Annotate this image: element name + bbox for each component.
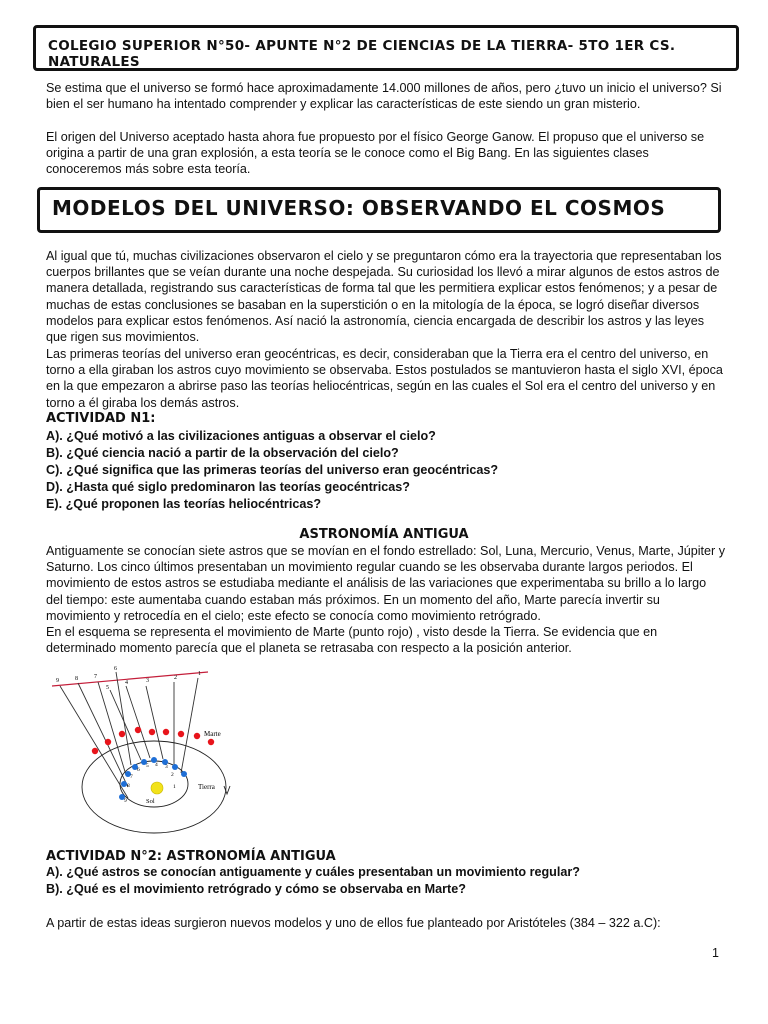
section-banner	[37, 187, 721, 233]
page-number: 1	[712, 946, 719, 960]
activity1-question-d: D). ¿Hasta qué siglo predominaron las teorías geocéntricas?	[46, 480, 410, 494]
activity1-question-b: B). ¿Qué ciencia nació a partir de la observación del cielo?	[46, 446, 399, 460]
activity2-question-a: A). ¿Qué astros se conocían antiguamente y cuáles presentaban un movimiento regular?	[46, 865, 580, 879]
models-paragraph-1: Al igual que tú, muchas civilizaciones observaron el cielo y se preguntaron cómo era la trayectoria que representaban los cuerpos brillantes que se veían durante una noche despejada. Su curiosidad los llevó a mirar algunos de estos astros de manera detallada, registrando sus características de forma tal que les permitiera explicar estos fenómenos; y a pesar de muchas de estas conclusiones se basaban en la superstición o en la mitología de la época, se logró diseñar diversos modelos para explicar estos fenómenos. Así nació la astronomía, ciencia encargada de describir los astros y las leyes que rigen sus movimientos.	[46, 249, 722, 345]
mars-retrograde-diagram	[48, 662, 248, 837]
activity1-question-e: E). ¿Qué proponen las teorías heliocéntricas?	[46, 497, 322, 511]
sky-number: 5	[106, 685, 109, 691]
header-banner	[33, 25, 739, 71]
activity1-question-a: A). ¿Qué motivó a las civilizaciones antiguas a observar el cielo?	[46, 429, 436, 443]
sky-number: 9	[56, 678, 59, 684]
ancient-paragraph-2: En el esquema se representa el movimiento de Marte (punto rojo) , visto desde la Tierra. Se evidencia que en determinado momento parecía que el planeta se retrasaba con respecto a la posición anterior.	[46, 625, 658, 656]
earth-label: Tierra	[198, 783, 215, 791]
sky-number: 2	[174, 675, 177, 681]
sky-number: 7	[94, 674, 97, 680]
earth-number: 1	[173, 784, 176, 790]
earth-number: 9	[124, 798, 127, 804]
earth-number: 4	[155, 762, 158, 768]
intro-paragraph-1: Se estima que el universo se formó hace aproximadamente 14.000 millones de años, pero ¿tuvo un inicio el universo? Si bien el ser humano ha intentado comprender y explicar las características de este siendo un gran misterio.	[46, 81, 722, 112]
earth-number: 6	[137, 767, 140, 773]
mars-label: Marte	[204, 730, 221, 738]
sky-number: 8	[75, 676, 78, 682]
earth-number: 8	[127, 783, 130, 789]
sky-number: 1	[198, 671, 201, 677]
earth-number: 2	[171, 772, 174, 778]
ancient-paragraph-1: Antiguamente se conocían siete astros que se movían en el fondo estrellado: Sol, Luna, Mercurio, Venus, Marte, Júpiter y Saturno. Los cinco últimos presentaban un movimiento regular cuando se les observaba durante largos periodos. El movimiento de estos astros se estudiaba mediante el análisis de las variaciones que experimentaba su brillo a lo largo del tiempo: este aumentaba cuando estaban más próximos. En un momento del año, Marte parecía invertir su movimiento y retrocedía en el cielo; este efecto se conocía como movimiento retrógrado.	[46, 544, 726, 623]
models-paragraph-2: Las primeras teorías del universo eran geocéntricas, es decir, consideraban que la Tierra era el centro del universo, en torno a ella giraban los astros cuyo movimiento se observaba. Estos postulados se mantuvieron hasta el siglo XVI, época en la que empezaron a abrirse paso las teorías heliocéntricas, según en las cuales el Sol era el centro del universo y en torno a él giraba los demás astros.	[46, 347, 723, 410]
section-title: MODELOS DEL UNIVERSO: OBSERVANDO EL COSMOS	[52, 196, 666, 220]
closing-paragraph: A partir de estas ideas surgieron nuevos modelos y uno de ellos fue planteado por Aristóteles (384 – 322 a.C):	[46, 916, 661, 930]
earth-number: 5	[146, 763, 149, 769]
intro-paragraph-2: El origen del Universo aceptado hasta ahora fue propuesto por el físico George Ganow. El propuso que el universo se origina a partir de una gran explosión, a esta teoría se le conoce como el Big Bang. En las siguientes clases conoceremos más sobre esta teoría.	[46, 130, 705, 177]
ancient-title: ASTRONOMÍA ANTIGUA	[299, 527, 469, 542]
header-title: COLEGIO SUPERIOR N°50- APUNTE N°2 DE CIENCIAS DE LA TIERRA- 5TO 1ER CS. NATURALES	[48, 38, 676, 70]
activity1-question-c: C). ¿Qué significa que las primeras teorías del universo eran geocéntricas?	[46, 463, 499, 477]
sky-number: 6	[114, 666, 117, 672]
sun	[151, 782, 163, 794]
sun-label: Sol	[146, 798, 155, 805]
orbit-arrow-icon	[224, 786, 230, 794]
activity1-title: ACTIVIDAD N1:	[46, 411, 156, 426]
activity2-question-b: B). ¿Qué es el movimiento retrógrado y cómo se observaba en Marte?	[46, 882, 466, 896]
sky-numbers	[56, 666, 201, 691]
sight-lines	[60, 672, 198, 798]
activity2-title: ACTIVIDAD N°2: ASTRONOMÍA ANTIGUA	[46, 849, 336, 864]
earth-number: 3	[165, 764, 168, 770]
sky-number: 4	[125, 680, 128, 686]
earth-number: 7	[130, 774, 133, 780]
sky-number: 3	[146, 678, 149, 684]
